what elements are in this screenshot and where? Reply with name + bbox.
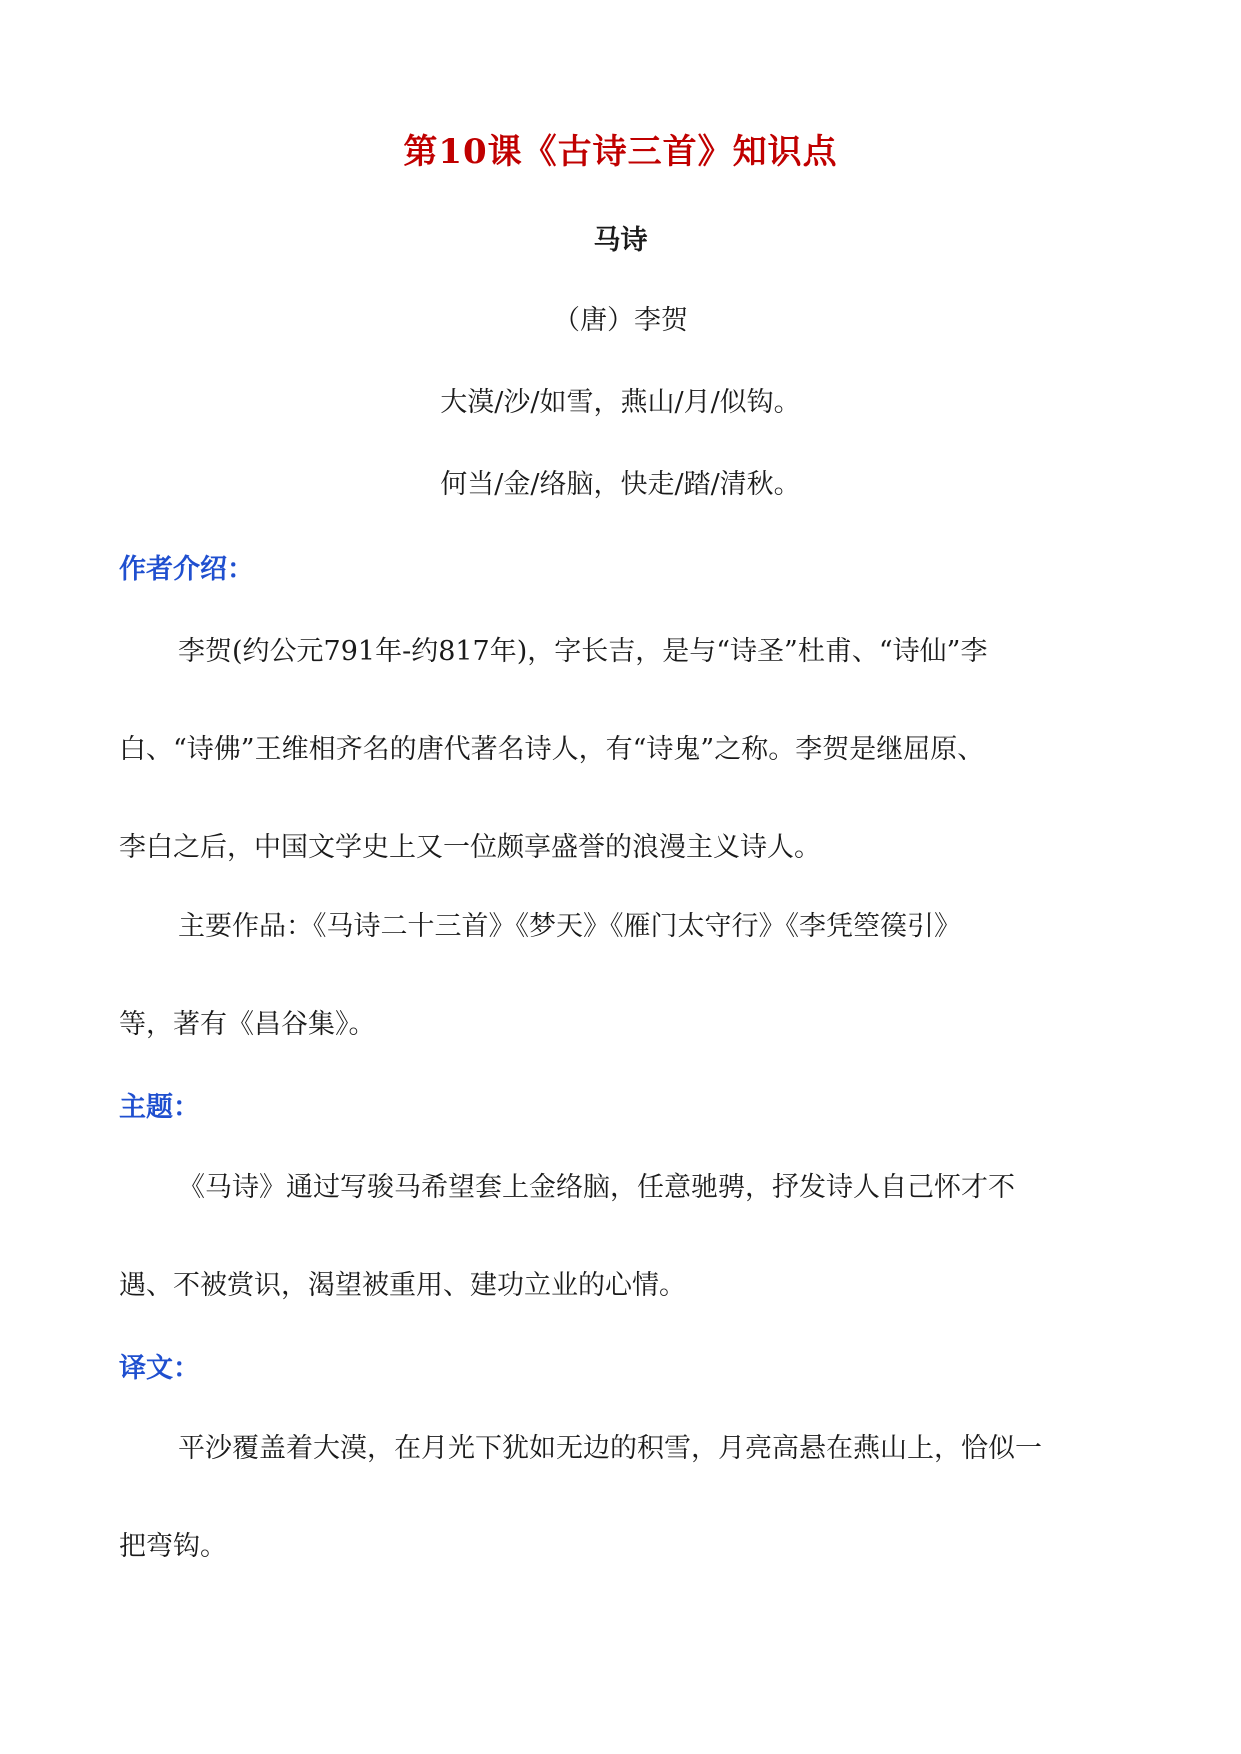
author-intro-heading: 作者介绍： — [119, 554, 254, 585]
translation-line: 平沙覆盖着大漠，在月光下犹如无边的积雪，月亮高悬在燕山上，恰似一 — [178, 1433, 1042, 1464]
author-intro-line: 白、“诗佛”王维相齐名的唐代著名诗人，有“诗鬼”之称。李贺是继屈原、 — [119, 734, 985, 765]
document-title: 第10课《古诗三首》知识点 — [403, 132, 838, 172]
author-intro-line: 李白之后，中国文学史上又一位颇享盛誉的浪漫主义诗人。 — [119, 832, 821, 863]
major-works-line: 主要作品：《马诗二十三首》《梦天》《雁门太守行》《李凭箜篌引》 — [178, 911, 961, 942]
poem-line-1: 大漠/沙/如雪，燕山/月/似钩。 — [440, 387, 801, 418]
author-intro-line: 李贺(约公元791年-约817年)，字长吉，是与“诗圣”杜甫、“诗仙”李 — [178, 636, 988, 667]
poem-title: 马诗 — [593, 225, 648, 256]
major-works-line: 等，著有《昌谷集》。 — [119, 1009, 376, 1040]
theme-line: 《马诗》通过写骏马希望套上金络脑，任意驰骋，抒发诗人自己怀才不 — [178, 1172, 1015, 1203]
theme-heading: 主题： — [119, 1092, 200, 1123]
poem-line-2: 何当/金/络脑，快走/踏/清秋。 — [440, 469, 801, 500]
translation-line: 把弯钩。 — [119, 1531, 227, 1562]
theme-line: 遇、不被赏识，渴望被重用、建功立业的心情。 — [119, 1270, 686, 1301]
poem-author: （唐）李贺 — [553, 305, 688, 336]
translation-heading: 译文： — [119, 1353, 200, 1384]
